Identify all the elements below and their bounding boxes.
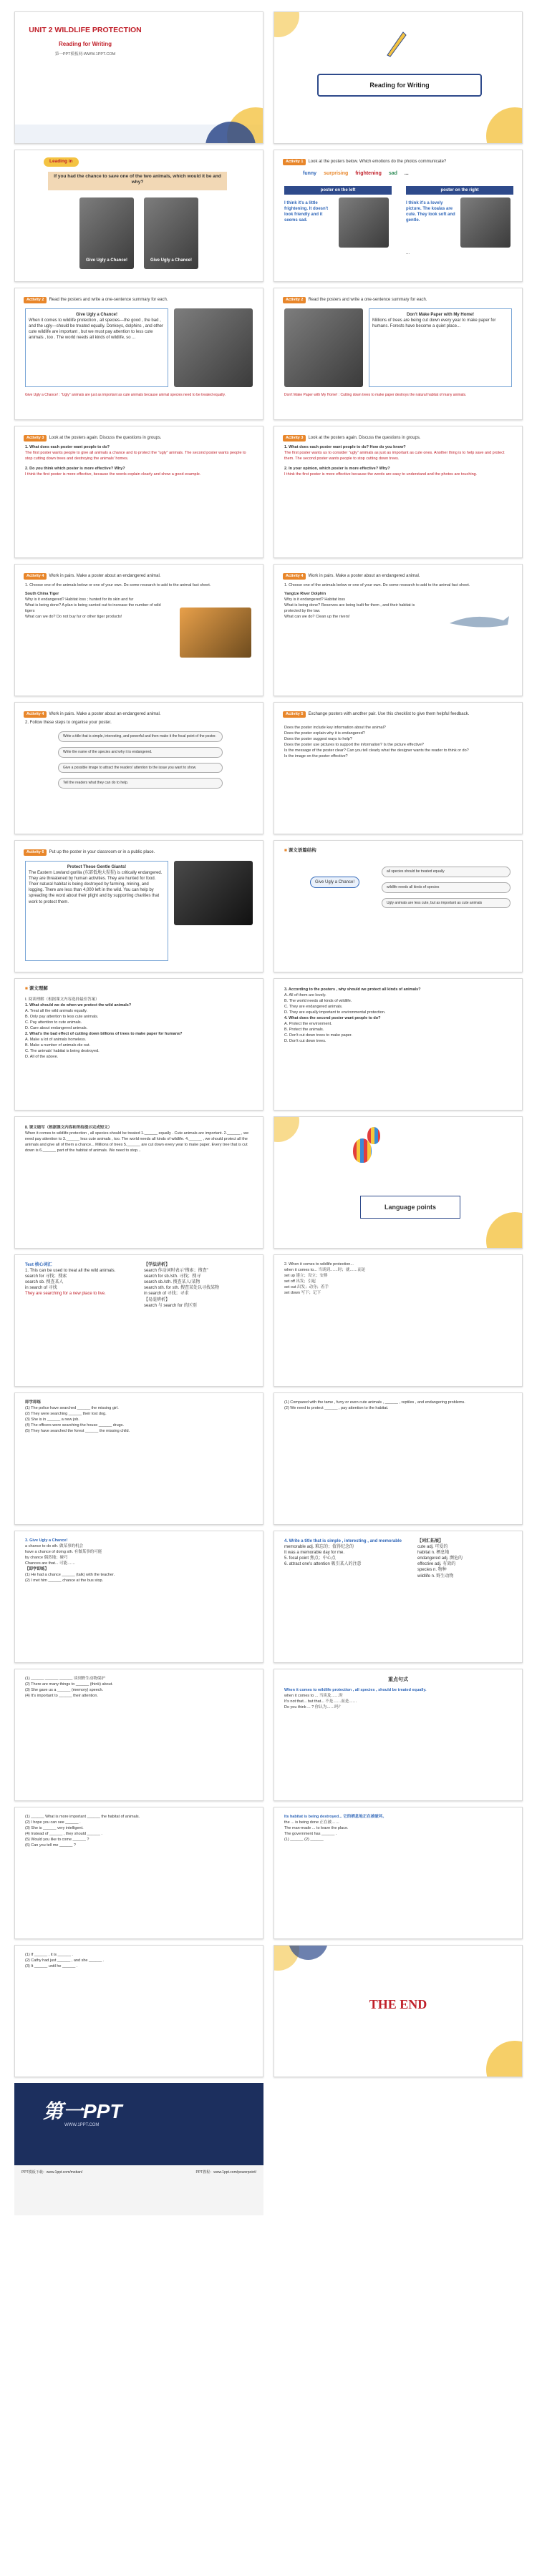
- slide-row-6: [14, 702, 523, 834]
- slide-row-15: [14, 1945, 523, 2077]
- practice-line: (2) They were searching ______ their lost dog.: [25, 1411, 107, 1416]
- sub-instruction: Ⅰ. 阅读理解（根据课文内容选择最佳答案）: [25, 997, 100, 1002]
- option: B. Only pay attention to less cute animals.: [25, 1014, 99, 1019]
- question: 1. What does each poster want people to do? How do you know?: [284, 445, 406, 449]
- option: B. The world needs all kinds of wildlife.: [284, 998, 352, 1003]
- slide-8-activity-3b[interactable]: [274, 426, 523, 558]
- vocab-line: search sb. 搜查某人: [25, 1280, 64, 1285]
- slide-19-vocab[interactable]: [14, 1254, 263, 1387]
- step-item: Write a title that is simple, interesting, and powerful and then make it the focal point of the poster.: [58, 731, 223, 742]
- vocab-line: set up 建立；设立；安排: [284, 1273, 328, 1278]
- activity-instruction: Work in pairs. Make a poster about an endangered animal.: [49, 574, 161, 578]
- exercise-block: [284, 1815, 512, 1843]
- summary-text: When it comes to wildlife protection , all species should be treated 1.______ equally . Cute animals are important. 2.______ , we need pay attention to 3.______ less cute animals , too. The world needs all kinds of wildlife. 4.______ , we should protect all the animals and give all of them a chance... Millions of trees 5.______ are cut down every year to make paper. Every tree that is cut down is 6.______ part of the habitat of animals. We need to stop...: [25, 1131, 249, 1153]
- slide-23-chance[interactable]: [14, 1531, 263, 1663]
- vocab-right: [144, 1262, 255, 1309]
- slide-13-activity-6[interactable]: [14, 840, 263, 972]
- activity-header: [283, 711, 513, 718]
- slide-26-sentence-patterns[interactable]: [274, 1669, 523, 1801]
- fact-line: What can we do? Clean up the rivers!: [284, 614, 350, 619]
- activity-header: [24, 711, 254, 718]
- slide-2-section[interactable]: [274, 11, 523, 144]
- slide-row-8: [14, 978, 523, 1111]
- balloon-icon: [367, 1127, 380, 1144]
- language-points-label: Language points: [360, 1196, 460, 1219]
- vocab-line: search 与 search for 的区别: [144, 1303, 197, 1308]
- chance-line: (1) He had a chance ______ (talk) with the teacher.: [25, 1572, 115, 1577]
- exercise-line: (1) If ______ , it is ______ .: [25, 1953, 73, 1957]
- slide-7-activity-3[interactable]: [14, 426, 263, 558]
- question-block: [25, 445, 253, 478]
- chance-line: Chances are that... 可能……: [25, 1561, 75, 1566]
- question: 2. In your opinion, which poster is more effective? Why?: [284, 466, 390, 471]
- exercise-line: (5) Would you like to come ______ ?: [25, 1837, 90, 1842]
- practice-line: (5) They have searched the forest ______ the missing child.: [25, 1428, 130, 1433]
- exercise-line: The man-made ... to leave the place.: [284, 1825, 349, 1830]
- the-end-label: THE END: [369, 1997, 427, 2011]
- branch-item: wildlife needs all kinds of species: [382, 882, 511, 893]
- vocab-line: when it comes to... 当谈到……时；就……而论: [284, 1267, 366, 1272]
- vocab-line: set down 写下；记下: [284, 1290, 321, 1295]
- site-url: 第一PPT模板网-WWW.1PPT.COM: [54, 52, 116, 57]
- summary-block: [25, 1126, 253, 1154]
- slide-11-steps[interactable]: [14, 702, 263, 834]
- footer-link-left[interactable]: PPT模板下载：www.1ppt.com/moban/: [21, 2170, 83, 2175]
- practice-line: (2) We need to protect ______ , pay attention to the habitat.: [284, 1405, 389, 1410]
- option: D. They are equally important to environmental protection.: [284, 1010, 386, 1015]
- exercise-line: (2) I hope you can see ______ .: [25, 1820, 81, 1825]
- poster-text-box: [369, 308, 512, 387]
- activity-header: [283, 297, 513, 303]
- activity-header: [24, 849, 254, 856]
- gorilla-photo: [174, 861, 253, 925]
- fact-line: What can we do? Do not buy fur or other tiger products!: [25, 614, 122, 619]
- slide-4-activity-1[interactable]: [274, 150, 523, 282]
- chance-line: 3. Give Ugly a Chance!: [25, 1538, 68, 1543]
- activity-header: [24, 573, 254, 580]
- activity-tag: Activity 6: [24, 849, 47, 856]
- pen-icon: [382, 26, 410, 58]
- words-line: It was a memorable day for me.: [284, 1551, 345, 1556]
- photo-caption: Give Ugly a Chance!: [85, 258, 128, 263]
- brand-logo: 第一PPT: [43, 2100, 122, 2122]
- option: B. Protect the animals.: [284, 1027, 324, 1032]
- checklist-item: Is the message of the poster clear? Can you tell clearly what the designer wants the reader to think or do?: [284, 748, 469, 753]
- activity-tag: Activity 4: [283, 573, 306, 580]
- chance-line: a chance to do sth. 做某事的机会: [25, 1543, 84, 1548]
- summary-text: Give Ugly a Chance! : "Ugly" animals are just as important as cute animals because animal species need to be treated equally.: [25, 393, 226, 397]
- decor-circle: [486, 107, 523, 144]
- checklist-item: Does the poster suggest ways to help?: [284, 736, 352, 741]
- activity-tag: Activity 3: [283, 435, 306, 441]
- poster-photo: [284, 308, 363, 387]
- option: A. Make a lot of animals homeless.: [25, 1037, 87, 1042]
- activity-instruction: Look at the posters again. Discuss the questions in groups.: [308, 436, 421, 440]
- vocab-line: search 作动词时表示“搜索；搜查”: [144, 1269, 208, 1274]
- slide-30-the-end[interactable]: [274, 1945, 523, 2077]
- slide-row-4: [14, 426, 523, 558]
- poster-title: Give Ugly a Chance!: [75, 313, 118, 317]
- exercise-line: (2) Cathy had just ______ , and she ______ .: [25, 1958, 105, 1963]
- activity-instruction: Read the posters and write a one-sentence summary for each.: [308, 298, 427, 302]
- pattern-line: when it comes to ... 当谈及……时: [284, 1693, 343, 1698]
- chance-line: have a chance of doing sth. 有做某事的可能: [25, 1549, 102, 1554]
- branch-item: Ugly animals are less cute, but as important as cute animals: [382, 898, 511, 909]
- poster-title: Don't Make Paper with My Home!: [406, 313, 475, 317]
- emotion-list: [303, 170, 409, 177]
- words-line: endangered adj. 濒危的: [417, 1556, 463, 1561]
- slide-row-10: [14, 1254, 523, 1387]
- words-line: effective adj. 有效的: [417, 1562, 456, 1567]
- animal-photo-right: [144, 197, 198, 269]
- vocab-block: [284, 1262, 512, 1297]
- option: C. The animals' habitat is being destroyed.: [25, 1048, 100, 1053]
- vocab-title: 【学法讲析】: [144, 1263, 170, 1267]
- sub-instruction: 1. Choose one of the animals below or one of your own. Do some research to add to the animal fact sheet.: [25, 583, 211, 587]
- tiger-photo: [180, 608, 251, 658]
- vocab-line: set out 出发；动身；着手: [284, 1284, 329, 1289]
- fill-line: (2) There are many things to ______ (think) about.: [25, 1682, 113, 1687]
- question: 2. Do you think which poster is more effective? Why?: [25, 466, 125, 471]
- fill-block: [25, 1677, 253, 1699]
- checklist: [284, 726, 512, 760]
- option: C. They are endangered animals.: [284, 1004, 343, 1009]
- emotion-item: ...: [404, 171, 409, 176]
- option: D. All of the above.: [25, 1054, 59, 1059]
- slide-22-practice-b[interactable]: [274, 1392, 523, 1525]
- exercise-line: the ... is being done 正在被……: [284, 1820, 340, 1825]
- empty-cell: [274, 2083, 523, 2215]
- activity-header: [283, 435, 513, 441]
- emotion-item: frightening: [355, 171, 382, 176]
- pattern-line: When it comes to wildlife protection , all species , should be treated equally.: [284, 1688, 427, 1692]
- vocab-line: in search of 寻找: [25, 1286, 57, 1291]
- dolphin-icon: [446, 610, 511, 632]
- slide-20-vocab-b[interactable]: [274, 1254, 523, 1387]
- slide-1-title[interactable]: [14, 11, 263, 144]
- practice-title: 即学即练: [25, 1400, 42, 1405]
- option: B. Make a number of animals die out.: [25, 1043, 91, 1048]
- vocab-line: They are searching for a new place to live.: [25, 1292, 106, 1297]
- vocab-line: in search of 寻找；寻求: [144, 1292, 189, 1297]
- practice-line: (3) She is in ______ a new job.: [25, 1417, 79, 1422]
- poster-body: When it comes to wildlife protection , all species—the good , the bad , and the ugly—should be treated equally. Donkeys, dolphins , and other cute wildlife are important , but we must pay attention to less cute animals , too . The world needs all kinds of wildlife, so ...: [29, 318, 164, 341]
- slide-18-language-points[interactable]: [274, 1116, 523, 1249]
- structure-title: 课文语篇结构: [288, 848, 316, 853]
- practice-line: (1) The police have searched ______ the missing girl.: [25, 1405, 119, 1410]
- slide-6-activity-2b[interactable]: [274, 288, 523, 420]
- decor-circle: [274, 1116, 299, 1142]
- poster-body: The Eastern Lowland gorilla (东部低地大猩猩) is critically endangered. They are threatened by human activities. They are hunted for food. Their natural habitat is being destroyed by farming, mining, and logging. There are less than 4,000 left in the wild. You can help by spreading the word about their plight and by supporting charities that work to protect them.: [29, 871, 163, 904]
- sub-instruction: 1. Choose one of the animals below or one of your own. Do some research to add to the animal fact sheet.: [284, 583, 470, 587]
- fact-line: What is being done? Reserves are being built for them , and their habitat is protected by the law.: [284, 602, 415, 613]
- leading-question: If you had the chance to save one of the two animals, which would it be and why?: [48, 172, 227, 190]
- slide-3-leading-in[interactable]: [14, 150, 263, 282]
- activity-tag: Activity 1: [283, 159, 306, 165]
- fact-line: Why is it endangered? Habitat loss ; hunted for its skin and fur: [25, 597, 134, 602]
- slide-5-activity-2[interactable]: [14, 288, 263, 420]
- activity-instruction: Read the posters and write a one-sentence summary for each.: [49, 298, 168, 302]
- fact-line: Why is it endangered? Habitat loss: [284, 597, 345, 602]
- slide-row-14: [14, 1807, 523, 1939]
- summary-text: Don't Make Paper with My Home! : Cutting down trees to make paper destroys the natural habitat of many animals.: [284, 393, 467, 397]
- option: D. Care about endangered animals.: [25, 1025, 88, 1030]
- answer: The first poster wants people to give all animals a chance and to protect the "ugly" animals. The second poster wants people to stop cutting down trees and destroying the animals' homes.: [25, 450, 246, 461]
- step-item: Give a possible image to attract the readers' attention to the issue you want to show.: [58, 763, 223, 774]
- slide-row-1: [14, 11, 523, 144]
- question: 3. According to the posters , why should we protect all kinds of animals?: [284, 987, 421, 992]
- slide-15-comprehension[interactable]: [14, 978, 263, 1111]
- subtitle: Reading for Writing: [58, 41, 112, 47]
- checklist-item: Does the poster use pictures to support the information? Is the picture effective?: [284, 742, 424, 747]
- slide-row-11: [14, 1392, 523, 1525]
- slide-16-comprehension-b[interactable]: [274, 978, 523, 1111]
- slide-28-exercise-b[interactable]: [274, 1807, 523, 1939]
- exercise-block: [25, 1953, 253, 1970]
- words-line: 5. focal point 焦点；中心点: [284, 1556, 336, 1561]
- slide-17-summary[interactable]: [14, 1116, 263, 1249]
- chance-block: [25, 1538, 253, 1584]
- activity-tag: Activity 2: [283, 297, 306, 303]
- vocab-line: 2. When it comes to wildlife protection...: [284, 1262, 354, 1267]
- fact-line: What is being done? A plan is being carried out to increase the number of wild tigers: [25, 602, 161, 613]
- answer: I think the first poster is more effective because the words are easy to understand and the photos are touching.: [284, 472, 478, 477]
- option: C. Pay attention to cute animals.: [25, 1020, 82, 1025]
- answer: I think the first poster is more effective, because the words explain clearly and show a good example.: [25, 472, 201, 477]
- leading-in-tag: Leading in: [44, 157, 79, 167]
- slide-29-exercise-c[interactable]: [14, 1945, 263, 2077]
- exercise-line: (1) ______ What is more important ______ the habitat of animals.: [25, 1815, 140, 1819]
- question: 4. What does the second poster want people to do?: [284, 1015, 381, 1020]
- activity-instruction: Work in pairs. Make a poster about an endangered animal.: [49, 712, 161, 716]
- poster-photo-left: [339, 197, 389, 248]
- question: 1. What should we do when we protect the wild animals?: [25, 1002, 132, 1008]
- activity-tag: Activity 4: [24, 711, 47, 718]
- exercise-line: (6) Can you tell me ______ ?: [25, 1843, 76, 1848]
- right-answer: I think it's a lovely picture. The koalas are cute. They look soft and gentle.: [406, 201, 455, 223]
- activity-header: [283, 159, 513, 165]
- slide-14-structure[interactable]: [274, 840, 523, 972]
- words-line: wildlife n. 野生动物: [417, 1574, 454, 1579]
- decor-circle: [486, 1212, 523, 1249]
- activity-tag: Activity 3: [24, 435, 47, 441]
- exercise-line: Its habitat is being destroyed... 它的栖息地正在被破坏。: [284, 1815, 387, 1819]
- slide-12-checklist[interactable]: [274, 702, 523, 834]
- poster-body: Millions of trees are being cut down every year to make paper for humans. Forests have become a quiet place...: [372, 318, 496, 329]
- words-line: cute adj. 可爱的: [417, 1545, 448, 1550]
- comprehension-title: 课文理解: [29, 986, 48, 991]
- pattern-line: It's not that... but that... 不是……而是……: [284, 1699, 357, 1704]
- vocab-label: Text 核心词汇: [25, 1263, 52, 1267]
- question-block: [284, 987, 512, 1045]
- activity-header: [283, 573, 513, 580]
- poster-text-box: [25, 861, 168, 961]
- option: D. Don't cut down trees.: [284, 1038, 326, 1043]
- option: C. Don't cut down trees to make paper.: [284, 1033, 352, 1038]
- animal-photo-left: [79, 197, 134, 269]
- slide-row-5: [14, 564, 523, 696]
- left-poster-title: poster on the left: [284, 186, 392, 195]
- comprehension-heading: ■ 课文理解: [25, 986, 48, 991]
- step-item: Write the name of the species and why it is endangered.: [58, 747, 223, 758]
- reading-for-writing-label: Reading for Writing: [317, 74, 482, 97]
- pattern-line: Do you think ... ? 你认为……吗？: [284, 1704, 343, 1709]
- poster-text-box: [25, 308, 168, 387]
- slide-10-activity-4b[interactable]: [274, 564, 523, 696]
- branch-item: all species should be treated equally: [382, 867, 511, 877]
- decor-circle: [274, 11, 299, 37]
- slide-31-ad[interactable]: [14, 2083, 263, 2215]
- poster-title: Protect These Gentle Giants!: [67, 865, 127, 869]
- brand-url: WWW.1PPT.COM: [64, 2123, 100, 2127]
- slide-27-exercise[interactable]: [14, 1807, 263, 1939]
- slide-9-activity-4[interactable]: [14, 564, 263, 696]
- chance-line: (2) I met him ______ chance at the bus stop.: [25, 1578, 104, 1583]
- branch-list: [382, 867, 511, 913]
- words-right: [417, 1538, 514, 1579]
- emotion-item: sad: [388, 171, 397, 176]
- poster-photo: [174, 308, 253, 387]
- option: A. Treat all the wild animals equally.: [25, 1008, 88, 1013]
- slide-grid: [14, 11, 523, 2221]
- exercise-line: (3) It ______ until he ______ .: [25, 1963, 78, 1968]
- vocab-line: search for sb./sth. 寻找；搜寻: [144, 1274, 201, 1279]
- decor-circle: [486, 2041, 523, 2077]
- vocab-left: [25, 1262, 140, 1297]
- activity-instruction: Work in pairs. Make a poster about an endangered animal.: [308, 574, 420, 578]
- exercise-line: (1) ______ (2) ______: [284, 1837, 324, 1842]
- words-line: habitat n. 栖息地: [417, 1551, 450, 1556]
- question-block: [284, 445, 512, 478]
- step-item: Tell the readers what they can do to help.: [58, 778, 223, 789]
- right-poster-title: poster on the right: [406, 186, 513, 195]
- answer: The first poster wants us to consider "ugly" animals as just as important as cute ones. Another thing is to help save and protect them. The second poster wants people to stop cutting down trees.: [284, 450, 505, 461]
- ad-footer: [14, 2165, 263, 2215]
- slide-row-13: [14, 1669, 523, 1801]
- option: A. Protect the environment.: [284, 1021, 332, 1026]
- words-line: species n. 物种: [417, 1568, 447, 1573]
- exercise-line: (3) She is ______ very intelligent.: [25, 1825, 84, 1830]
- words-line: 【词汇拓展】: [417, 1539, 444, 1543]
- unit-title: UNIT 2 WILDLIFE PROTECTION: [29, 26, 142, 34]
- slide-row-2: [14, 150, 523, 282]
- footer-link-right[interactable]: PPT教程：www.1ppt.com/powerpoint/: [195, 2170, 256, 2175]
- patterns-block: [284, 1688, 512, 1711]
- left-answer: I think it's a little frightening. It doesn't look friendly and it seems sad.: [284, 201, 329, 223]
- emotion-item: funny: [303, 171, 317, 176]
- practice-block: [25, 1400, 253, 1435]
- ellipsis: ...: [406, 251, 410, 255]
- vocab-line: 【易混辨析】: [144, 1297, 170, 1302]
- vocab-line: search sth. for sth. 搜查某处以寻找某物: [144, 1286, 220, 1291]
- slide-21-practice[interactable]: [14, 1392, 263, 1525]
- slide-row-3: [14, 288, 523, 420]
- vocab-line: set off 出发；引起: [284, 1279, 316, 1284]
- practice-block: [284, 1400, 512, 1412]
- steps-flow: [58, 731, 223, 794]
- activity-header: [24, 297, 254, 303]
- activity-tag: Activity 5: [283, 711, 306, 718]
- exercise-line: (4) Instead of ______ , they should ______ .: [25, 1831, 102, 1836]
- activity-instruction: Exchange posters with another pair. Use this checklist to give them helpful feedback.: [308, 712, 470, 716]
- slide-row-12: [14, 1531, 523, 1663]
- practice-line: (1) Compared with the tame , furry or even cute animals , ______ , reptiles , and endangering problems.: [284, 1400, 465, 1405]
- slide-row-16: [14, 2083, 523, 2215]
- question-block: [25, 997, 253, 1060]
- chance-line: 【即学即练】: [25, 1566, 49, 1571]
- activity-header: [24, 435, 254, 441]
- sub-instruction: Ⅱ. 课文缩写（根据课文内容和所给提示完成短文）: [25, 1126, 112, 1130]
- chance-line: by chance 偶然地；碰巧: [25, 1555, 68, 1560]
- words-line: 4. Write a title that is simple , interesting , and memorable: [284, 1539, 402, 1543]
- activity-instruction: Look at the posters below. Which emotions do the photos communicate?: [308, 160, 447, 164]
- vocab-line: search sb./sth. 搜查某人/某物: [144, 1280, 200, 1285]
- fill-line: (3) She gave us a ______ (memory) speech.: [25, 1687, 104, 1692]
- words-line: memorable adj. 难忘的；值得纪念的: [284, 1545, 354, 1550]
- question: 2. What's the bad effect of cutting down billions of trees to make paper for humans?: [25, 1031, 183, 1036]
- checklist-item: Does the poster include key information about the animal?: [284, 726, 386, 730]
- fill-line: (1) ______ ______ ______ 谈到野生动物保护: [25, 1677, 105, 1681]
- exercise-line: The government has ______ .: [284, 1831, 337, 1836]
- activity-instruction: Look at the posters again. Discuss the questions in groups.: [49, 436, 162, 440]
- animal-name: Yangtze River Dolphin: [284, 591, 326, 596]
- emotion-item: surprising: [324, 171, 349, 176]
- fill-line: (4) It's important to ______ their attention.: [25, 1693, 98, 1698]
- activity-tag: Activity 2: [24, 297, 47, 303]
- sub-instruction: 2. Follow these steps to organise your poster.: [25, 721, 112, 725]
- vocab-line: search for 寻找；搜索: [25, 1274, 67, 1279]
- activity-instruction: Put up the poster in your classroom or in a public place.: [49, 850, 155, 854]
- poster-photo-right: [460, 197, 511, 248]
- checklist-item: Does the poster explain why it is endangered?: [284, 731, 365, 736]
- activity-tag: Activity 4: [24, 573, 47, 580]
- structure-heading: ■ 课文语篇结构: [284, 848, 316, 853]
- words-left: [284, 1538, 406, 1567]
- practice-line: (4) The officers were searching the house ______ drugs.: [25, 1423, 124, 1428]
- checklist-item: Is the image on the poster effective?: [284, 753, 348, 758]
- words-line: 6. attract one's attention 吸引某人的注意: [284, 1562, 362, 1567]
- exercise-block: [25, 1815, 253, 1849]
- slide-24-words[interactable]: [274, 1531, 523, 1663]
- slide-25-fill[interactable]: [14, 1669, 263, 1801]
- patterns-title: 重点句式: [388, 1677, 408, 1682]
- slide-row-9: [14, 1116, 523, 1249]
- vocab-line: 1. This can be used to treat all the wild animals.: [25, 1269, 116, 1274]
- question: 1. What does each poster want people to do?: [25, 445, 110, 449]
- center-node: Give Ugly a Chance!: [310, 877, 359, 888]
- animal-name: South China Tiger: [25, 591, 59, 596]
- slide-row-7: [14, 840, 523, 972]
- option: A. All of them are lovely.: [284, 992, 326, 997]
- photo-caption: Give Ugly a Chance!: [150, 258, 193, 263]
